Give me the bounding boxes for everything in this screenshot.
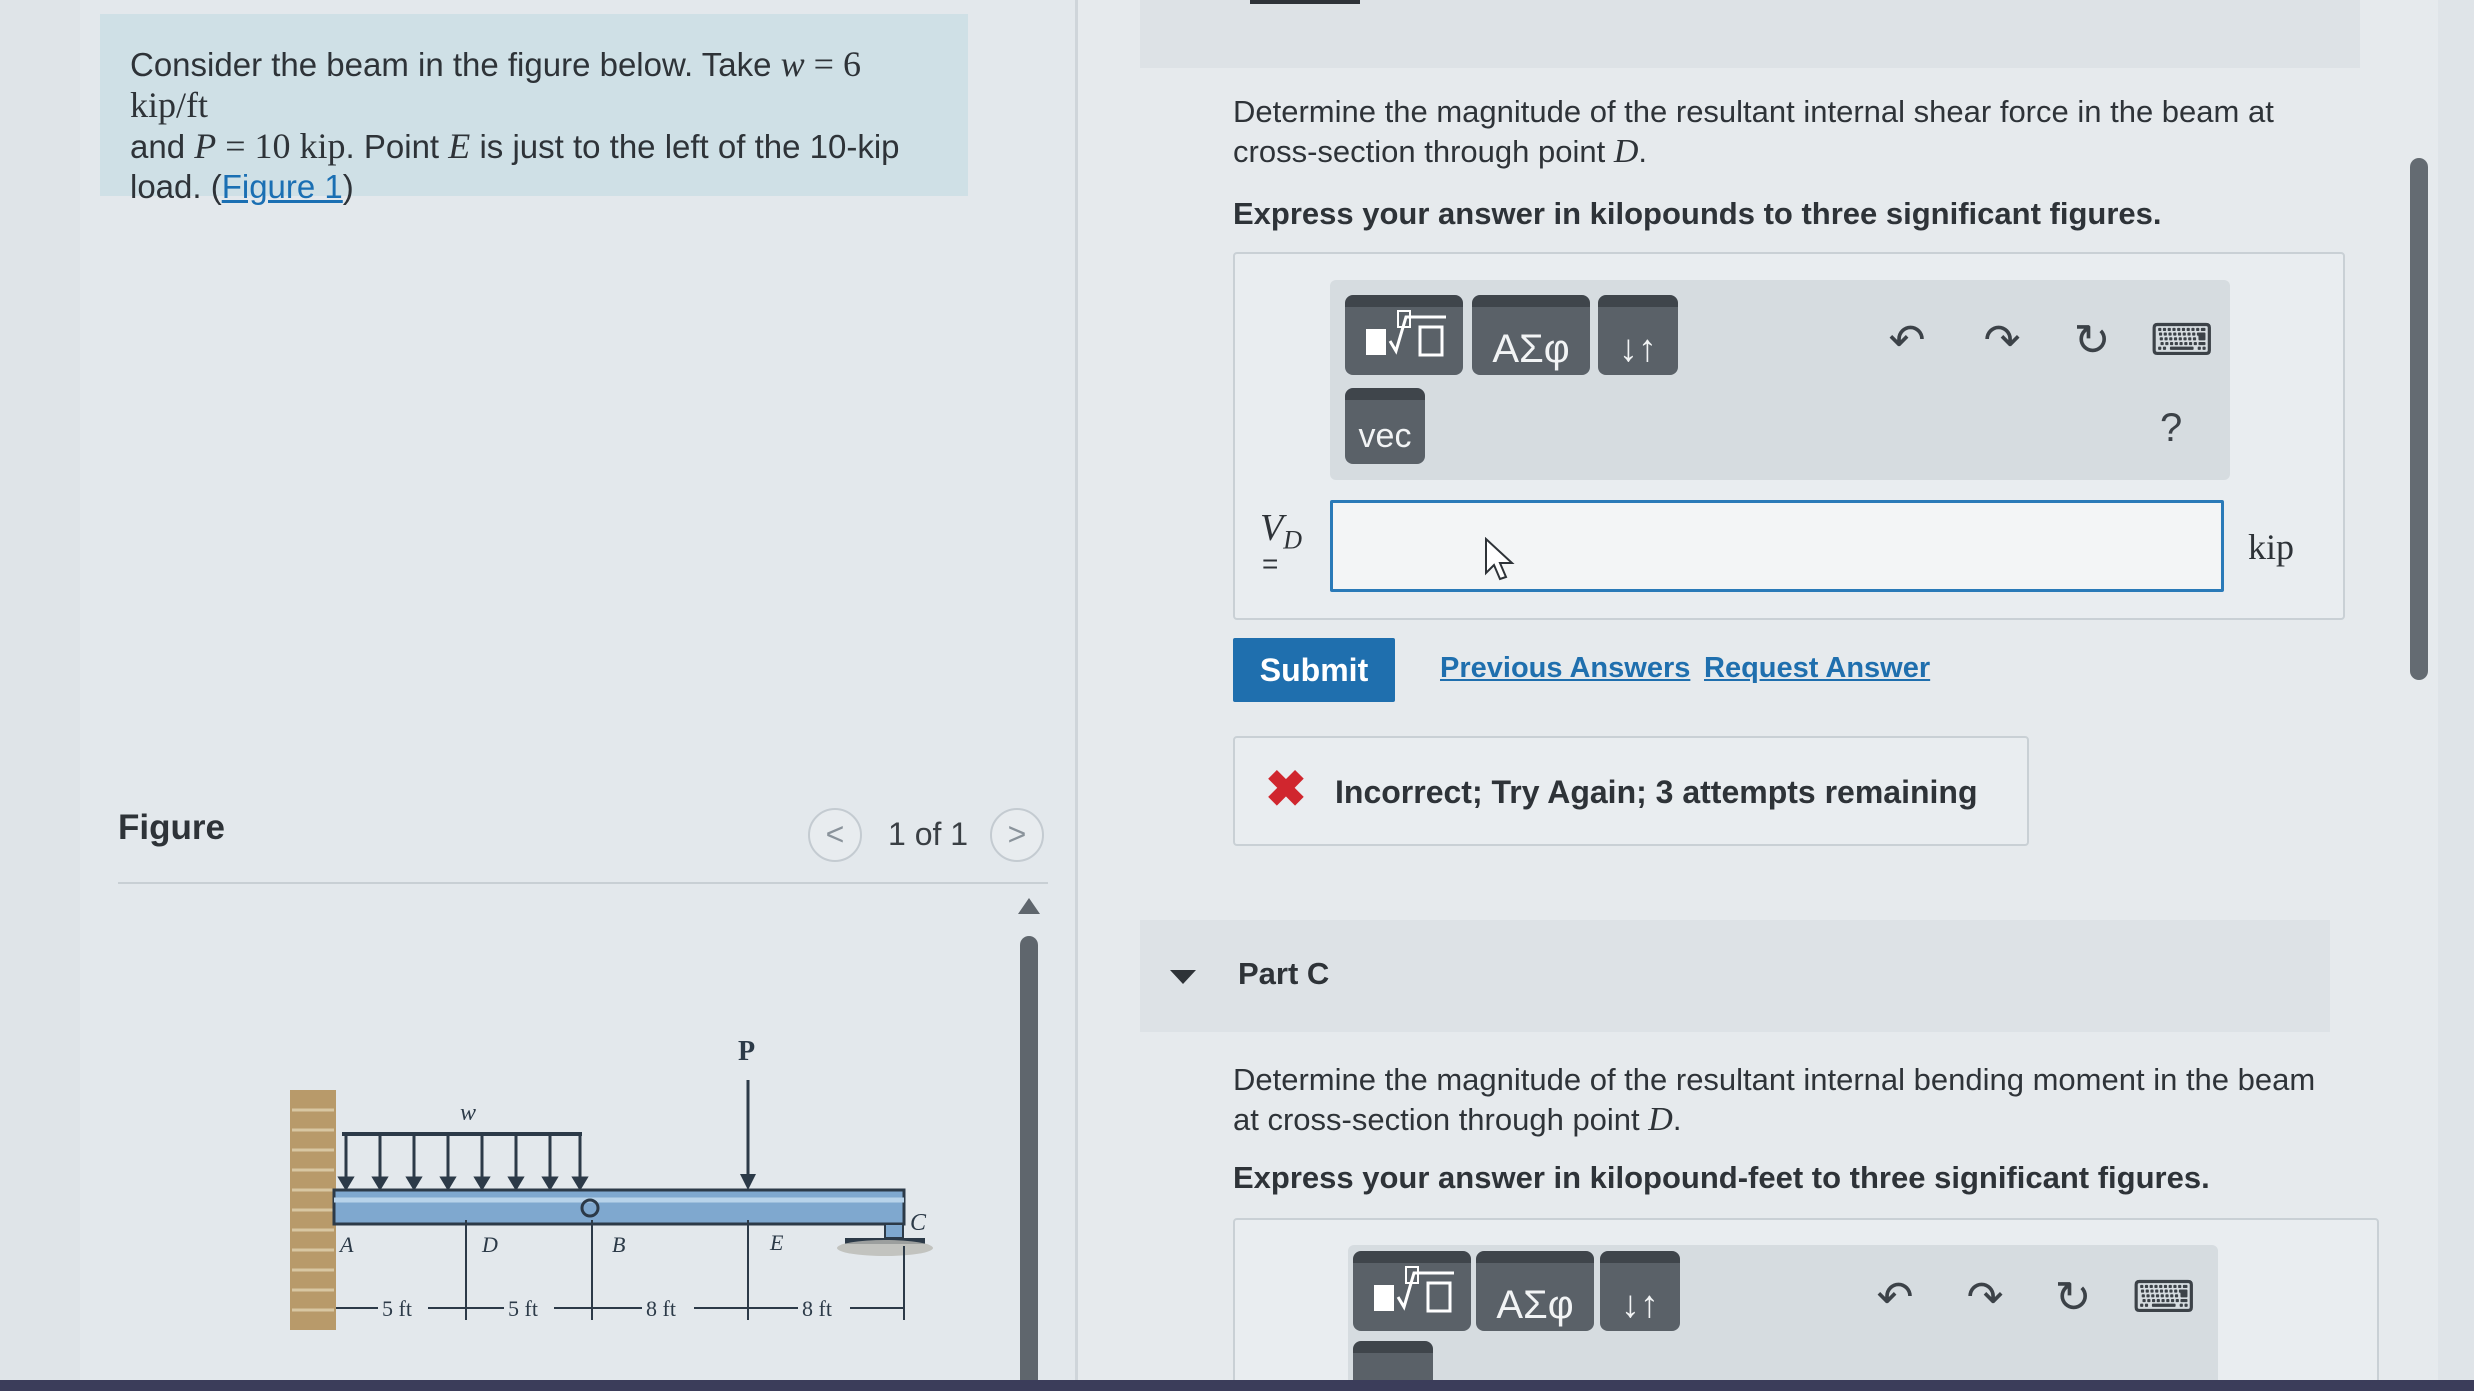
problem-text: load. ( (130, 168, 222, 205)
w-label: w (460, 1100, 477, 1126)
submit-button[interactable]: Submit (1233, 638, 1395, 702)
redo-icon[interactable]: ↷ (1983, 316, 2021, 365)
templates-icon (1362, 1263, 1462, 1319)
previous-answers-link[interactable]: Previous Answers (1440, 652, 1691, 684)
part-c-title: Part C (1238, 956, 1330, 991)
figure-link[interactable]: Figure 1 (221, 168, 343, 205)
p-value: = 10 kip (216, 126, 346, 166)
dim-ec: 8 ft (802, 1296, 832, 1321)
part-c-question (1233, 1060, 2315, 1140)
question-line: cross-section through point (1233, 134, 1614, 169)
w-value: = 6 kip/ft (130, 44, 861, 125)
point-load-arrow (740, 1174, 756, 1190)
p-symbol: P (194, 126, 217, 166)
variable-subscript: D (1283, 525, 1302, 555)
question-line: Determine the magnitude of the resultant internal bending moment in the beam (1233, 1062, 2316, 1097)
question-end: . (1672, 1102, 1682, 1137)
distributed-load (342, 1132, 582, 1136)
keyboard-icon[interactable]: ⌨ (2132, 1273, 2196, 1322)
reset-icon[interactable]: ↻ (2073, 316, 2111, 365)
greek-symbols-button[interactable]: ΑΣφ (1472, 295, 1590, 375)
figure-scroll-up-arrow[interactable] (1018, 898, 1040, 914)
unit-label: kip (2248, 527, 2295, 567)
figure-label: Figure (118, 808, 225, 847)
incorrect-icon: ✖ (1265, 761, 1307, 817)
figure-scrollbar[interactable] (1020, 936, 1038, 1391)
e-label: E (770, 1230, 784, 1255)
part-b-instruction: Express your answer in kilopounds to three significant figures. (1233, 196, 2162, 231)
next-figure-button[interactable]: > (990, 808, 1044, 862)
part-c-header[interactable] (1140, 920, 2330, 1032)
d-symbol: D (1613, 133, 1639, 170)
bottom-edge (0, 1380, 2474, 1391)
collapse-triangle-icon[interactable] (1170, 970, 1196, 984)
w-symbol: w (780, 44, 805, 84)
math-toolbar-part-c (1348, 1245, 2218, 1391)
feedback-box (1233, 736, 2029, 846)
problem-text: ) (342, 168, 354, 205)
request-answer-link[interactable]: Request Answer (1704, 652, 1931, 684)
p-label: P (738, 1036, 756, 1067)
feedback-message: Incorrect; Try Again; 3 attempts remaining (1335, 774, 1978, 810)
a-label: A (340, 1232, 354, 1257)
templates-icon (1354, 307, 1454, 363)
d-symbol: D (1648, 1101, 1673, 1138)
part-c-instruction: Express your answer in kilopound-feet to three significant figures. (1233, 1160, 2210, 1195)
variable-symbol: V (1260, 507, 1284, 549)
math-toolbar (1330, 280, 2230, 480)
templates-button[interactable] (1345, 295, 1463, 375)
redo-icon[interactable]: ↷ (1966, 1273, 2004, 1322)
answer-input[interactable] (1330, 500, 2224, 592)
problem-statement (100, 14, 968, 205)
dim-be: 8 ft (646, 1296, 676, 1321)
d-label: D (482, 1232, 498, 1257)
keyboard-icon[interactable]: ⌨ (2150, 316, 2214, 365)
prev-figure-button[interactable]: < (808, 808, 862, 862)
problem-text: Consider the beam in the figure below. Take (130, 46, 781, 83)
problem-text: is just to the left of the 10-kip (470, 128, 900, 165)
part-b-header (1140, 0, 2360, 68)
greek-symbols-button[interactable]: ΑΣφ (1476, 1251, 1594, 1331)
question-line: at cross-section through point (1233, 1102, 1649, 1137)
figure-pager (808, 804, 1048, 860)
arrows-icon[interactable]: ↓↑ (1598, 295, 1678, 375)
mouse-cursor-icon (1484, 537, 1518, 583)
question-end: . (1638, 134, 1647, 169)
equals-sign: = (1262, 548, 1279, 579)
beam-figure (270, 1020, 970, 1350)
arrows-icon[interactable]: ↓↑ (1600, 1251, 1680, 1331)
dim-db: 5 ft (508, 1296, 538, 1321)
reset-icon[interactable]: ↻ (2054, 1273, 2092, 1322)
help-button[interactable]: ? (2160, 406, 2183, 450)
question-line: Determine the magnitude of the resultant internal shear force in the beam at (1233, 94, 2274, 129)
problem-text: . Point (345, 128, 449, 165)
e-symbol: E (448, 126, 471, 166)
figure-divider (118, 882, 1048, 884)
beam (334, 1190, 904, 1224)
dim-ad: 5 ft (382, 1296, 412, 1321)
figure-count: 1 of 1 (888, 816, 969, 852)
part-b-question (1233, 92, 2274, 172)
problem-text: and (130, 128, 195, 165)
vector-button[interactable]: vec (1345, 388, 1425, 464)
undo-icon[interactable]: ↶ (1888, 316, 1926, 365)
b-label: B (612, 1232, 626, 1257)
page-scrollbar[interactable] (2410, 158, 2428, 680)
c-label: C (910, 1210, 927, 1236)
undo-icon[interactable]: ↶ (1876, 1273, 1914, 1322)
templates-button[interactable] (1353, 1251, 1471, 1331)
